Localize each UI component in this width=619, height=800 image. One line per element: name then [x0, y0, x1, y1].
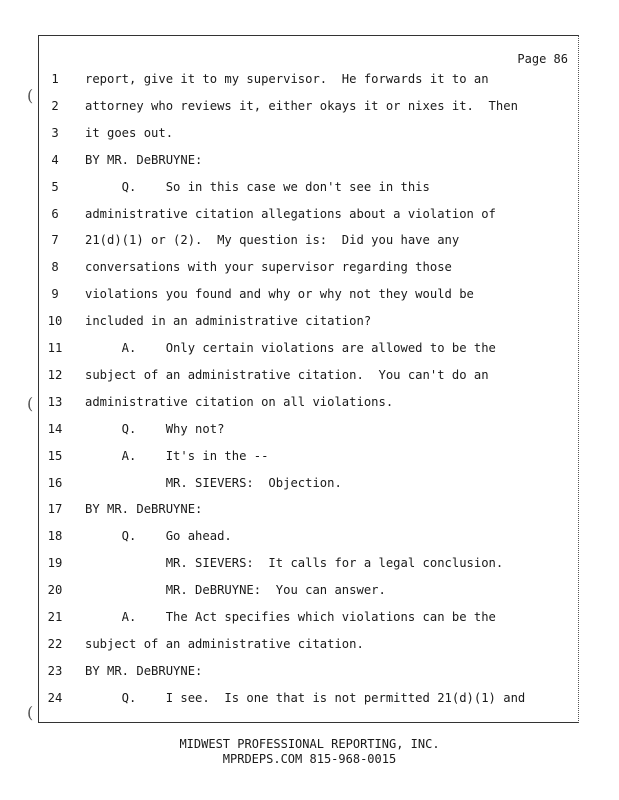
- transcript-line: [39, 233, 580, 253]
- transcript-line: [39, 72, 580, 92]
- line-text: BY MR. DeBRUYNE:: [85, 152, 203, 167]
- transcript-line: [39, 422, 580, 442]
- transcript-line: [39, 610, 580, 630]
- transcript-line: [39, 180, 580, 200]
- line-text: it goes out.: [85, 125, 174, 140]
- line-text: Q. So in this case we don't see in this: [85, 179, 430, 194]
- line-number: 9: [51, 287, 59, 302]
- line-number: 8: [51, 260, 59, 275]
- transcript-line: [39, 476, 580, 496]
- transcript-line: [39, 126, 580, 146]
- line-number: 24: [47, 690, 63, 705]
- line-number: 17: [47, 502, 63, 517]
- line-number: 11: [47, 341, 63, 355]
- line-text: A. The Act specifies which violations can be the: [85, 610, 496, 624]
- transcript-line: [39, 368, 580, 388]
- transcript-line: [39, 341, 580, 361]
- footer-contact: [0, 752, 619, 766]
- margin-bracket-mark: (: [27, 703, 34, 722]
- line-text: MR. SIEVERS: Objection.: [85, 475, 342, 490]
- line-number: 7: [51, 233, 59, 248]
- line-text: administrative citation allegations about a violation of: [85, 206, 496, 221]
- line-text: A. It's in the --: [85, 448, 269, 463]
- line-text: Q. Go ahead.: [85, 529, 232, 544]
- line-number: 20: [47, 583, 63, 598]
- line-text: report, give it to my supervisor. He forwards it to an: [85, 72, 489, 86]
- transcript-line: [39, 99, 580, 119]
- margin-bracket-mark: (: [27, 394, 34, 413]
- line-number: 5: [51, 179, 59, 194]
- line-number: 1: [51, 72, 59, 86]
- transcript-line: [39, 153, 580, 173]
- line-number: 16: [47, 475, 63, 490]
- line-text: MR. SIEVERS: It calls for a legal conclusion.: [85, 556, 504, 571]
- line-number: 18: [47, 529, 63, 544]
- line-number: 2: [51, 98, 59, 113]
- line-text: attorney who reviews it, either okays it or nixes it. Then: [85, 98, 518, 113]
- line-number: 21: [47, 610, 63, 624]
- line-text: administrative citation on all violations.: [85, 394, 394, 409]
- transcript-line: [39, 583, 580, 603]
- transcript-line: [39, 637, 580, 657]
- line-number: 22: [47, 636, 63, 651]
- transcript-line: [39, 287, 580, 307]
- line-text: included in an administrative citation?: [85, 314, 372, 329]
- footer-company: MIDWEST PROFESSIONAL REPORTING, INC.: [179, 737, 440, 751]
- margin-bracket-mark: (: [27, 86, 34, 105]
- line-text: Q. Why not?: [85, 421, 225, 436]
- line-number: 14: [47, 421, 63, 436]
- line-text: BY MR. DeBRUYNE:: [85, 663, 203, 678]
- transcript-page-frame: [38, 35, 579, 723]
- line-number: 4: [51, 152, 59, 167]
- transcript-line: [39, 395, 580, 415]
- transcript-line: [39, 502, 580, 522]
- line-text: subject of an administrative citation.: [85, 636, 364, 651]
- line-text: BY MR. DeBRUYNE:: [85, 502, 203, 517]
- line-number: 23: [47, 663, 63, 678]
- transcript-line: [39, 314, 580, 334]
- line-text: violations you found and why or why not they would be: [85, 287, 474, 302]
- transcript-line: [39, 449, 580, 469]
- transcript-line: [39, 529, 580, 549]
- footer-website: MPRDEPS.COM: [222, 752, 303, 766]
- line-text: 21(d)(1) or (2). My question is: Did you have any: [85, 233, 460, 248]
- transcript-line: [39, 207, 580, 227]
- transcript-line: [39, 556, 580, 576]
- footer-phone: 815-968-0015: [309, 752, 397, 766]
- line-number: 19: [47, 556, 63, 571]
- page-number: Page 86: [517, 52, 568, 66]
- line-number: 15: [47, 448, 63, 463]
- transcript-line: [39, 664, 580, 684]
- line-text: Q. I see. Is one that is not permitted 21(d)(1) and: [85, 690, 526, 705]
- line-number: 13: [47, 394, 63, 409]
- transcript-line: [39, 260, 580, 280]
- line-number: 12: [47, 367, 63, 382]
- line-text: MR. DeBRUYNE: You can answer.: [85, 583, 386, 598]
- line-text: conversations with your supervisor regarding those: [85, 260, 452, 275]
- line-number: 6: [51, 206, 59, 221]
- transcript-line: [39, 691, 580, 711]
- line-number: 10: [47, 314, 63, 329]
- line-text: subject of an administrative citation. You can't do an: [85, 367, 489, 382]
- line-text: A. Only certain violations are allowed to be the: [85, 341, 496, 355]
- line-number: 3: [51, 125, 59, 140]
